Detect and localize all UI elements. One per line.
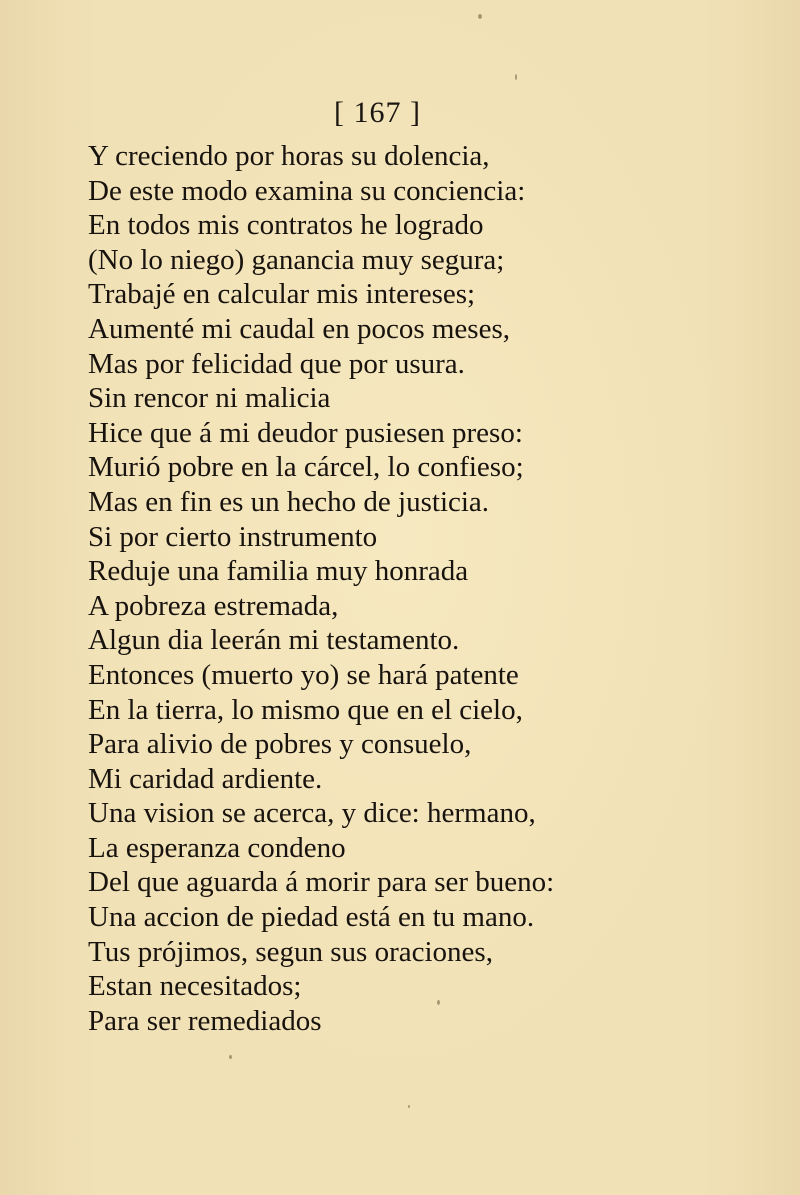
verse-block <box>88 139 728 1038</box>
verse-line: Sin rencor ni malicia <box>88 382 331 415</box>
verse-line: En todos mis contratos he logrado <box>88 209 484 242</box>
verse-line: Una vision se acerca, y dice: hermano, <box>88 797 536 830</box>
verse-line: De este modo examina su conciencia: <box>88 174 526 207</box>
verse-line: Mas por felicidad que por usura. <box>88 347 465 380</box>
paper-speck <box>408 1105 410 1108</box>
verse-line: Una accion de piedad está en tu mano. <box>88 901 535 934</box>
paper-speck <box>437 1000 440 1005</box>
paper-speck <box>229 1055 232 1059</box>
verse-line: Hice que á mi deudor pusiesen preso: <box>88 416 523 449</box>
paper-speck <box>478 14 482 19</box>
verse-line: Y creciendo por horas su dolencia, <box>88 140 490 172</box>
page-number: [ 167 ] <box>334 96 421 129</box>
verse-line: Estan necesitados; <box>88 970 302 1003</box>
verse-line: En la tierra, lo mismo que en el cielo, <box>88 693 523 726</box>
verse-line: Aumenté mi caudal en pocos meses, <box>88 312 510 345</box>
verse-line: Si por cierto instrumento <box>88 520 378 553</box>
verse-line: Tus prójimos, segun sus oraciones, <box>88 935 493 968</box>
verse-line: Mi caridad ardiente. <box>88 762 323 795</box>
verse-line: Murió pobre en la cárcel, lo confieso; <box>88 451 524 484</box>
verse-line: Entonces (muerto yo) se hará patente <box>88 658 519 691</box>
verse-line: Para alivio de pobres y consuelo, <box>88 728 472 761</box>
verse-line: Reduje una familia muy honrada <box>88 555 469 588</box>
verse-line: (No lo niego) ganancia muy segura; <box>88 243 505 276</box>
paper-speck <box>515 74 517 80</box>
verse-line: A pobreza estremada, <box>88 589 339 622</box>
verse-line: La esperanza condeno <box>88 831 346 864</box>
verse-line: Del que aguarda á morir para ser bueno: <box>88 866 555 899</box>
verse-line: Mas en fin es un hecho de justicia. <box>88 485 490 518</box>
verse-line: Para ser remediados <box>88 1004 322 1037</box>
verse-line: Algun dia leerán mi testamento. <box>88 624 460 657</box>
verse-line: Trabajé en calcular mis intereses; <box>88 278 476 311</box>
